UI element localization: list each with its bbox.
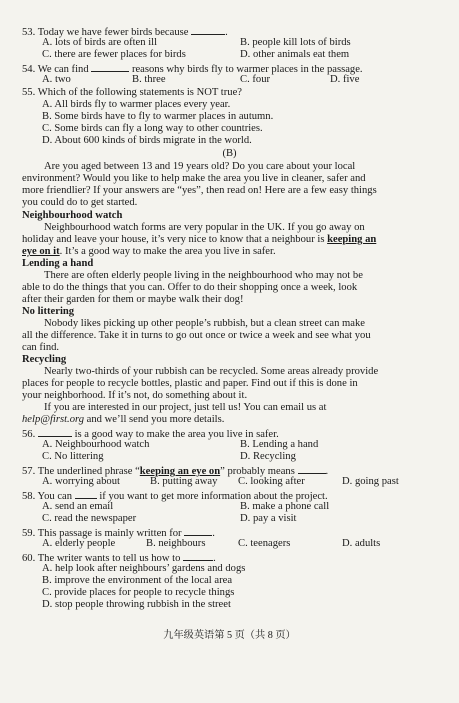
q58-option-a: A. send an email xyxy=(42,501,114,512)
q55-option-d: D. About 600 kinds of birds migrate in the world. xyxy=(42,135,252,146)
q59-stem: 59. This passage is mainly written for . xyxy=(22,528,215,539)
q55-stem: 55. Which of the following statements is NOT true? xyxy=(22,87,242,98)
answer-blank xyxy=(183,551,213,561)
answer-blank xyxy=(75,489,97,499)
q53-option-b: B. people kill lots of birds xyxy=(240,37,351,48)
q54-option-c: C. four xyxy=(240,74,271,85)
q56-option-b: B. Lending a hand xyxy=(240,439,319,450)
q56-option-a: A. Neighbourhood watch xyxy=(42,439,150,450)
q60-option-d: D. stop people throwing rubbish in the street xyxy=(42,599,231,610)
intro-line: Are you aged between 13 and 19 years old? Do you care about your local xyxy=(44,161,356,172)
q54-option-d: D. five xyxy=(330,74,360,85)
q56-stem: 56. is a good way to make the area you live in safer. xyxy=(22,429,279,440)
q53-stem: 53. Today we have fewer birds because . xyxy=(22,27,228,38)
recycle-line: Nearly two-thirds of your rubbish can be recycled. Some areas already provide xyxy=(44,366,379,377)
q58-option-c: C. read the newspaper xyxy=(42,513,137,524)
underlined-phrase: keeping an eye on xyxy=(139,466,221,477)
section-heading: (B) xyxy=(222,148,237,159)
q53-option-a: A. lots of birds are often ill xyxy=(42,37,158,48)
q55-option-b: B. Some birds have to fly to warmer places in autumn. xyxy=(42,111,274,122)
answer-blank xyxy=(191,25,225,35)
q56-option-c: C. No littering xyxy=(42,451,104,462)
q59-option-d: D. adults xyxy=(342,538,381,549)
watch-line: Neighbourhood watch forms are very popular in the UK. If you go away on xyxy=(44,222,365,233)
q57-option-d: D. going past xyxy=(342,476,399,487)
q58-option-d: D. pay a visit xyxy=(240,513,297,524)
q54-stem: 54. We can find reasons why birds fly to warmer places in the passage. xyxy=(22,64,363,75)
answer-blank xyxy=(91,62,129,72)
q58-stem: 58. You can if you want to get more information about the project. xyxy=(22,491,328,502)
email-address: help@first.org xyxy=(22,414,85,425)
q53-option-c: C. there are fewer places for birds xyxy=(42,49,186,60)
intro-line: you could do to get started. xyxy=(22,197,138,208)
q60-option-b: B. improve the environment of the local area xyxy=(42,575,233,586)
heading-no-littering: No littering xyxy=(22,306,75,317)
q57-option-a: A. worrying about xyxy=(42,476,120,487)
q59-option-a: A. elderly people xyxy=(42,538,116,549)
q60-stem: 60. The writer wants to tell us how to . xyxy=(22,553,216,564)
q58-option-b: B. make a phone call xyxy=(240,501,330,512)
q56-option-d: D. Recycling xyxy=(240,451,296,462)
recycle-line: places for people to recycle bottles, plastic and paper. Find out if this is done in xyxy=(22,378,358,389)
q54-option-b: B. three xyxy=(132,74,166,85)
contact-line: If you are interested in our project, just tell us! You can email us at xyxy=(44,402,327,413)
q59-option-c: C. teenagers xyxy=(238,538,291,549)
litter-line: Nobody likes picking up other people’s rubbish, but a clean street can make xyxy=(44,318,365,329)
hand-line: after their garden for them or maybe walk their dog! xyxy=(22,294,244,305)
heading-neighbourhood-watch: Neighbourhood watch xyxy=(22,210,123,221)
heading-lending-a-hand: Lending a hand xyxy=(22,258,94,269)
q54-option-a: A. two xyxy=(42,74,71,85)
page-footer: 九年级英语第 5 页（共 8 页） xyxy=(163,630,296,641)
hand-line: There are often elderly people living in the neighbourhood who may not be xyxy=(44,270,363,281)
q60-option-c: C. provide places for people to recycle things xyxy=(42,587,235,598)
hand-line: able to do the things that you can. Offer to do their shopping once a week, look xyxy=(22,282,358,293)
underlined-phrase: keeping an xyxy=(327,234,377,245)
answer-blank xyxy=(184,526,212,536)
watch-line: eye on it. It’s a good way to make the area you live in safer. xyxy=(22,246,276,257)
contact-line: help@first.org and we’ll send you more details. xyxy=(22,414,225,425)
recycle-line: your neighborhood. If it’s not, do something about it. xyxy=(22,390,248,401)
litter-line: can find. xyxy=(22,342,60,353)
intro-line: more friendlier? If your answers are “yes”, then read on! Here are a few easy things xyxy=(22,185,377,196)
heading-recycling: Recycling xyxy=(22,354,67,365)
q57-option-b: B. putting away xyxy=(150,476,218,487)
litter-line: all the difference. Take it in turns to go out once or twice a week and see what you xyxy=(22,330,371,341)
intro-line: environment? Would you like to help make the area you live in cleaner, safer and xyxy=(22,173,366,184)
underlined-phrase-cont: eye on it xyxy=(22,246,60,257)
q57-stem: 57. The underlined phrase “keeping an eye on” probably means . xyxy=(22,466,329,477)
answer-blank xyxy=(38,427,72,437)
q60-option-a: A. help look after neighbours’ gardens and dogs xyxy=(42,563,246,574)
q53-option-d: D. other animals eat them xyxy=(240,49,350,60)
q55-option-a: A. All birds fly to warmer places every year. xyxy=(42,99,231,110)
q55-option-c: C. Some birds can fly a long way to other countries. xyxy=(42,123,263,134)
watch-line: holiday and leave your house, it’s very nice to know that a neighbour is keeping an xyxy=(22,234,377,245)
answer-blank xyxy=(298,464,326,474)
q59-option-b: B. neighbours xyxy=(146,538,206,549)
q57-option-c: C. looking after xyxy=(238,476,305,487)
